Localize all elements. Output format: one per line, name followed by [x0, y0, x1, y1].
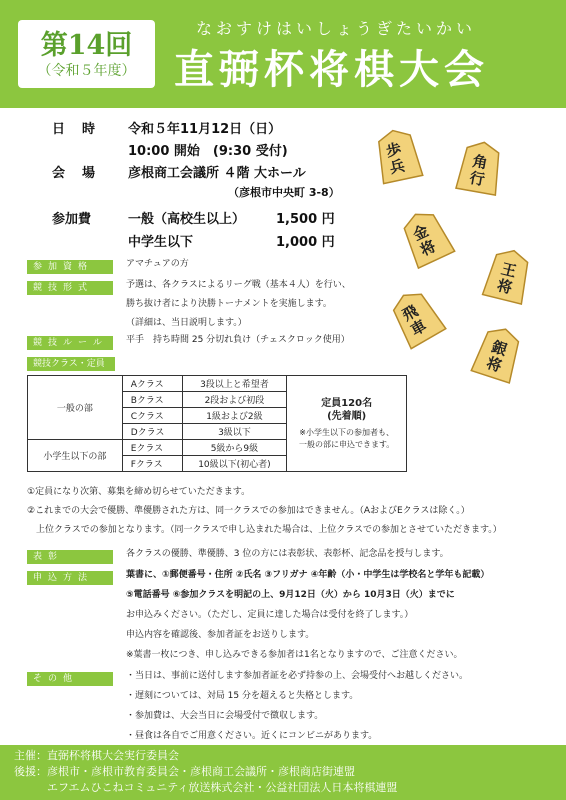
edition-number: 第14回	[40, 30, 133, 61]
class-name: Aクラス	[122, 376, 182, 392]
apply-line: 申込内容を確認後、参加者証をお送りします。	[126, 630, 315, 640]
class-level: 5級から9級	[182, 440, 287, 456]
capacity-note: ※小学生以下の参加者も、 一般の部に申込できます。	[298, 427, 395, 449]
piece-hisha: 飛 車	[399, 301, 430, 340]
other-line: ・昼食は各自でご用意ください。近くにコンビニがあります。	[126, 731, 378, 741]
other-line: ・遅刻については、対局 15 分を超えると失格とします。	[126, 691, 359, 701]
era-year: （令和５年度）	[37, 63, 136, 79]
class-level: 3段以上と希望者	[182, 376, 287, 392]
apply-line: ⑤電話番号 ⑥参加クラスを明記の上、9月12日（火）から 10月3日（火）までに	[126, 590, 455, 600]
capacity-cell	[287, 376, 407, 472]
piece-fu: 歩 兵	[384, 139, 407, 178]
class-level: 2段および初段	[182, 392, 287, 408]
other-line: ・当日は、事前に送付します参加者証を必ず持参の上、会場受付へお越しください。	[126, 671, 469, 681]
fee-general-value: 1,500 円	[276, 212, 335, 227]
fee-general-label: 一般（高校生以上）	[128, 212, 246, 227]
date-value: 令和５年11月12日（日）	[128, 122, 282, 137]
footer-banner	[0, 745, 566, 800]
other-label: その他	[27, 672, 113, 686]
eligibility-text: アマチュアの方	[126, 259, 189, 269]
format-label: 競技形式	[27, 281, 113, 295]
format-line: （詳細は、当日説明します。）	[126, 318, 247, 328]
apply-line: ※葉書一枚につき、申し込みできる参加者は1名となりますので、ご注意ください。	[126, 650, 463, 660]
edition-badge	[18, 20, 155, 88]
other-line: ・参加費は、大会当日に会場受付で徴収します。	[126, 711, 324, 721]
piece-gin: 銀 将	[484, 337, 510, 376]
class-name: Fクラス	[122, 456, 182, 472]
venue-label: 会 場	[52, 166, 98, 181]
rules-text: 平手 持ち時間 25 分切れ負け（チェスクロック使用）	[126, 335, 350, 345]
junior-section-cell: 小学生以下の部	[28, 440, 123, 472]
piece-kin: 金 将	[410, 221, 439, 260]
fee-junior-label: 中学生以下	[128, 235, 194, 250]
class-name: Dクラス	[122, 424, 182, 440]
apply-label: 申込方法	[27, 571, 113, 585]
fee-label: 参加費	[52, 212, 92, 227]
class-level: 10級以下(初心者)	[182, 456, 287, 472]
capacity-main: 定員120名 (先着順)	[321, 397, 373, 422]
organizer-line: 主催：直弼杯将棋大会実行委員会	[14, 749, 179, 762]
note-line: ①定員になり次第、募集を締め切らせていただきます。	[27, 487, 251, 497]
eligibility-label: 参加資格	[27, 260, 113, 274]
shogi-pieces-illustration	[376, 118, 566, 388]
classes-label: 競技クラス・定員	[27, 357, 115, 371]
fee-junior-value: 1,000 円	[276, 235, 335, 250]
class-level: 3級以下	[182, 424, 287, 440]
time-value: 10:00 開始 (9:30 受付)	[128, 144, 288, 159]
class-name: Eクラス	[122, 440, 182, 456]
sponsor-line: エフエムひこねコミュニティ放送株式会社・公益社団法人日本将棋連盟	[14, 781, 398, 794]
apply-line: お申込みください。（ただし、定員に達した場合は受付を終了します。）	[126, 610, 414, 620]
event-title: 直弼杯将棋大会	[174, 46, 489, 93]
piece-kaku: 角 行	[468, 151, 490, 190]
awards-label: 表彰	[27, 550, 113, 564]
format-line: 勝ち抜け者により決勝トーナメントを実施します。	[126, 299, 332, 309]
note-line: ②これまでの大会で優勝、準優勝された方は、同一クラスでの参加はできません。（AおよびEクラスは除く。）	[27, 506, 470, 516]
table-row	[28, 376, 407, 392]
note-line: 上位クラスでの参加となります。（同一クラスで申し込まれた場合は、上位クラスでの参加とさせていただきます。）	[27, 525, 502, 535]
piece-ou: 王 将	[495, 259, 519, 298]
title-furigana: なおすけはいしょうぎたいかい	[196, 19, 477, 38]
class-name: Bクラス	[122, 392, 182, 408]
rules-label: 競技ルール	[27, 336, 113, 350]
class-name: Cクラス	[122, 408, 182, 424]
venue-address: （彦根市中央町 3-8）	[228, 186, 340, 199]
format-line: 予選は、各クラスによるリーグ戦（基本４人）を行い、	[126, 280, 351, 290]
date-label: 日 時	[52, 122, 98, 137]
apply-line: 葉書に、①郵便番号・住所 ②氏名 ③フリガナ ④年齢（小・中学生は学校名と学年も記載）	[126, 570, 490, 580]
awards-text: 各クラスの優勝、準優勝、3 位の方には表彰状、表彰杯、記念品を授与します。	[126, 549, 449, 559]
general-section-cell: 一般の部	[28, 376, 123, 440]
class-table	[27, 375, 407, 472]
header-banner	[0, 0, 566, 108]
class-level: 1級および2級	[182, 408, 287, 424]
venue-value: 彦根商工会議所 ４階 大ホール	[128, 166, 306, 181]
sponsor-line: 後援：彦根市・彦根市教育委員会・彦根商工会議所・彦根商店街連盟	[14, 765, 355, 778]
